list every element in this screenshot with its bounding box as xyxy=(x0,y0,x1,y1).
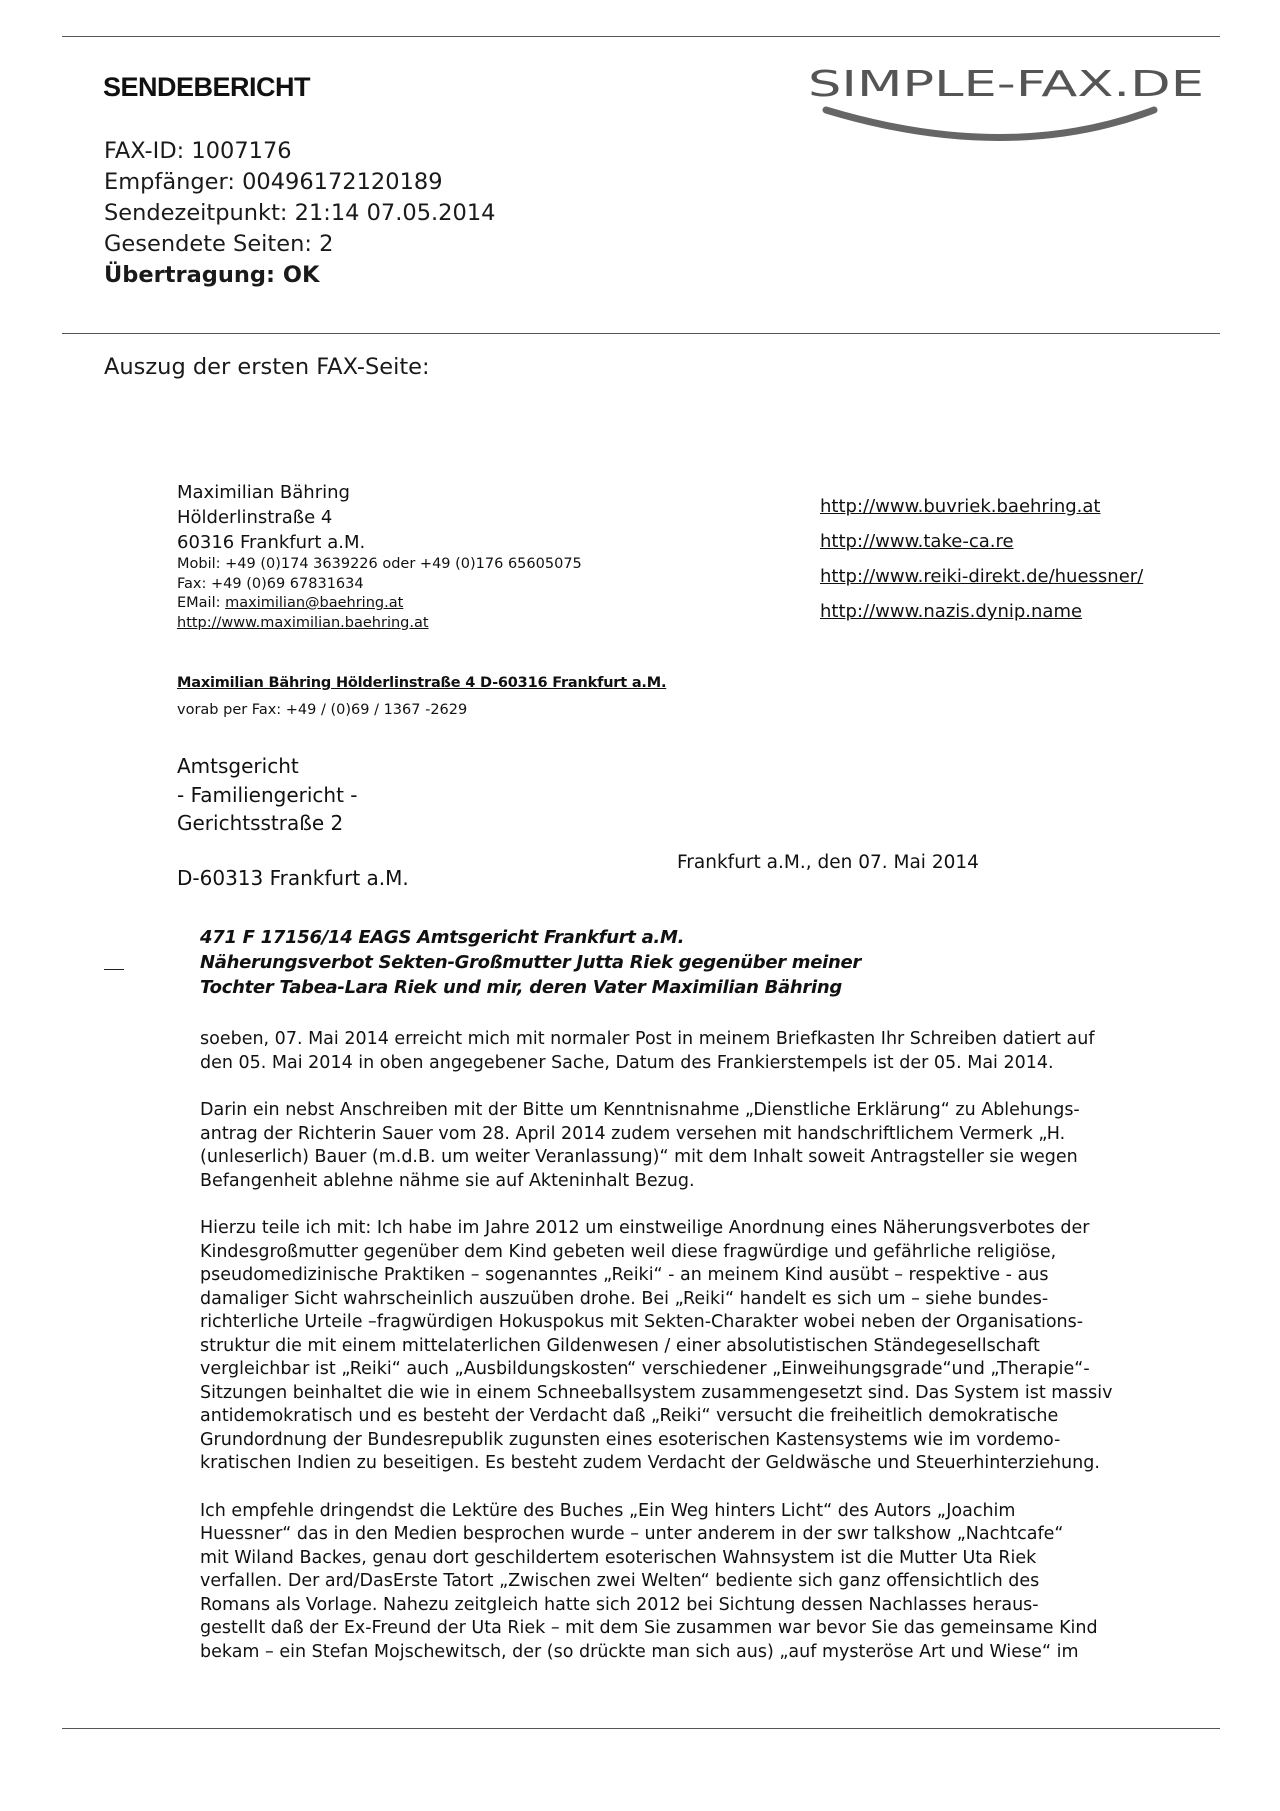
fax-id: FAX-ID: 1007176 xyxy=(104,138,292,164)
top-rule xyxy=(62,36,1220,37)
transmission-status: Übertragung: OK xyxy=(104,262,320,288)
link-take-care[interactable]: http://www.take-ca.re xyxy=(820,531,1014,552)
report-title: SENDEBERICHT xyxy=(103,72,311,102)
paragraph-2: Darin ein nebst Anschreiben mit der Bitte um Kenntnisnahme „Dienstliche Erklärung“ zu Ablehungs- antrag der Richterin Sauer vom 28. April 2014 zudem versehen mit handschriftlichem Vermerk „H. (unleserlich) Bauer (m.d.B. um weiter Veranlassung)“ mit dem Inhalt soweit Antragsteller sie wegen Befangenheit ablehne nähme sie auf Akteninhalt Bezug. xyxy=(200,1100,1080,1191)
excerpt-label: Auszug der ersten FAX-Seite: xyxy=(104,354,430,380)
sender-mobile: Mobil: +49 (0)174 3639226 oder +49 (0)176 65605075 xyxy=(177,556,582,572)
subject-line: Tochter Tabea-Lara Riek und mir, deren Vater Maximilian Bähring xyxy=(200,977,842,998)
bottom-rule xyxy=(62,1728,1220,1729)
simple-fax-logo xyxy=(808,60,1204,158)
recipient-line-2: - Familiengericht - xyxy=(177,782,358,807)
report-fields xyxy=(104,136,495,291)
paragraph-3: Hierzu teile ich mit: Ich habe im Jahre 2012 um einstweilige Anordnung eines Näherungsverbotes der Kindesgroßmutter gegenüber dem Kind gebeten weil diese fragwürdige und gefährliche religiöse, pseudomedizinische Praktiken – sogenanntes „Reiki“ - an meinem Kind ausübt – respektive - aus damaliger Sicht wahrscheinlich auszuüben drohe. Bei „Reiki“ handelt es sich um – siehe bundes- richterliche Urteile –fragwürdigen Hokuspokus mit Sekten-Charakter wobei neben der Organisations- struktur die mit einem mittelaterlichen Gildenwesen / einer absolutistischen Ständegesellschaft vergleichbar ist „Reiki“ auch „Ausbildungskosten“ verschiedener „Einweihungsgrade“und „Therapie“- Sitzungen beinhaltet die wie in einem Schneeballsystem zusammengesetzt sind. Das System ist massiv antidemokratisch und es besteht der Verdacht daß „Reiki“ versucht die freiheitlich demokratische Grundordnung der Bundesrepublik zugunsten eines esoterischen Kastensystems wie im vordemo- kratischen Indien zu beseitigen. Es besteht zudem Verdacht der Geldwäsche und Steuerhinterziehung. xyxy=(200,1218,1113,1473)
subject-block xyxy=(200,925,861,1000)
prefax-number: vorab per Fax: +49 / (0)69 / 1367 -2629 xyxy=(177,702,468,718)
email-link[interactable]: maximilian@baehring.at xyxy=(225,595,404,611)
link-reiki-direkt[interactable]: http://www.reiki-direkt.de/huessner/ xyxy=(820,566,1144,587)
sender-fax: Fax: +49 (0)69 67831634 xyxy=(177,575,364,592)
recipient-line-1: Amtsgericht xyxy=(177,754,299,778)
logo-text: SIMPLE-FAX.DE xyxy=(808,64,1204,105)
logo-swoosh xyxy=(826,110,1154,138)
subject-line: Näherungsverbot Sekten-Großmutter Jutta Riek gegenüber meiner xyxy=(200,952,862,973)
paragraph-4: Ich empfehle dringendst die Lektüre des Buches „Ein Weg hinters Licht“ des Autors „Joachim Huessner“ das in den Medien besprochen wurde – unter anderem in der swr talkshow „Nachtcafe“ mit Wiland Backes, genau dort geschildertem esoterischen Wahnsystem ist die Mutter Uta Riek verfallen. Der ard/DasErste Tatort „Zwischen zwei Welten“ bediente sich ganz offensichtlich des Romans als Vorlage. Nahezu zeitgleich hatte sich 2012 bei Sichtung dessen Nachlasses heraus- gestellt daß der Ex-Freund der Uta Riek – mit dem Sie zusammen war bevor Sie das gemeinsame Kind bekam – ein Stefan Mojschewitsch, der (so drückte man sich aus) „auf mysteröse Art und Wiese“ im xyxy=(200,1500,1098,1662)
sender-street: Hölderlinstraße 4 xyxy=(177,507,333,528)
return-address: Maximilian Bähring Hölderlinstraße 4 D-60316 Frankfurt a.M. xyxy=(177,675,667,691)
recipient-line-3: Gerichtsstraße 2 xyxy=(177,811,344,835)
date-line: Frankfurt a.M., den 07. Mai 2014 xyxy=(677,852,979,873)
pages-sent: Gesendete Seiten: 2 xyxy=(104,231,334,257)
letter-body xyxy=(200,1028,1150,1688)
recipient-address xyxy=(177,752,358,838)
recipient-number: Empfänger: 00496172120189 xyxy=(104,169,443,195)
link-nazis-dynip[interactable]: http://www.nazis.dynip.name xyxy=(820,601,1083,622)
recipient-zip-city: D-60313 Frankfurt a.M. xyxy=(177,866,409,890)
sender-block xyxy=(177,480,582,633)
subject-line: 471 F 17156/14 EAGS Amtsgericht Frankfurt a.M. xyxy=(200,927,685,948)
sender-email: EMail: maximilian@baehring.at xyxy=(177,595,404,611)
sender-city: 60316 Frankfurt a.M. xyxy=(177,532,366,553)
link-buvriek[interactable]: http://www.buvriek.baehring.at xyxy=(820,496,1101,517)
send-time: Sendezeitpunkt: 21:14 07.05.2014 xyxy=(104,200,496,226)
link-list xyxy=(820,489,1143,629)
fold-mark xyxy=(104,969,124,970)
paragraph-1: soeben, 07. Mai 2014 erreicht mich mit normaler Post in meinem Briefkasten Ihr Schreiben datiert auf den 05. Mai 2014 in oben angegebener Sache, Datum des Frankierstempels ist der 05. Mai 2014. xyxy=(200,1029,1095,1073)
sender-name: Maximilian Bähring xyxy=(177,482,350,503)
section-rule xyxy=(62,333,1220,334)
sender-web-link[interactable]: http://www.maximilian.baehring.at xyxy=(177,614,429,631)
